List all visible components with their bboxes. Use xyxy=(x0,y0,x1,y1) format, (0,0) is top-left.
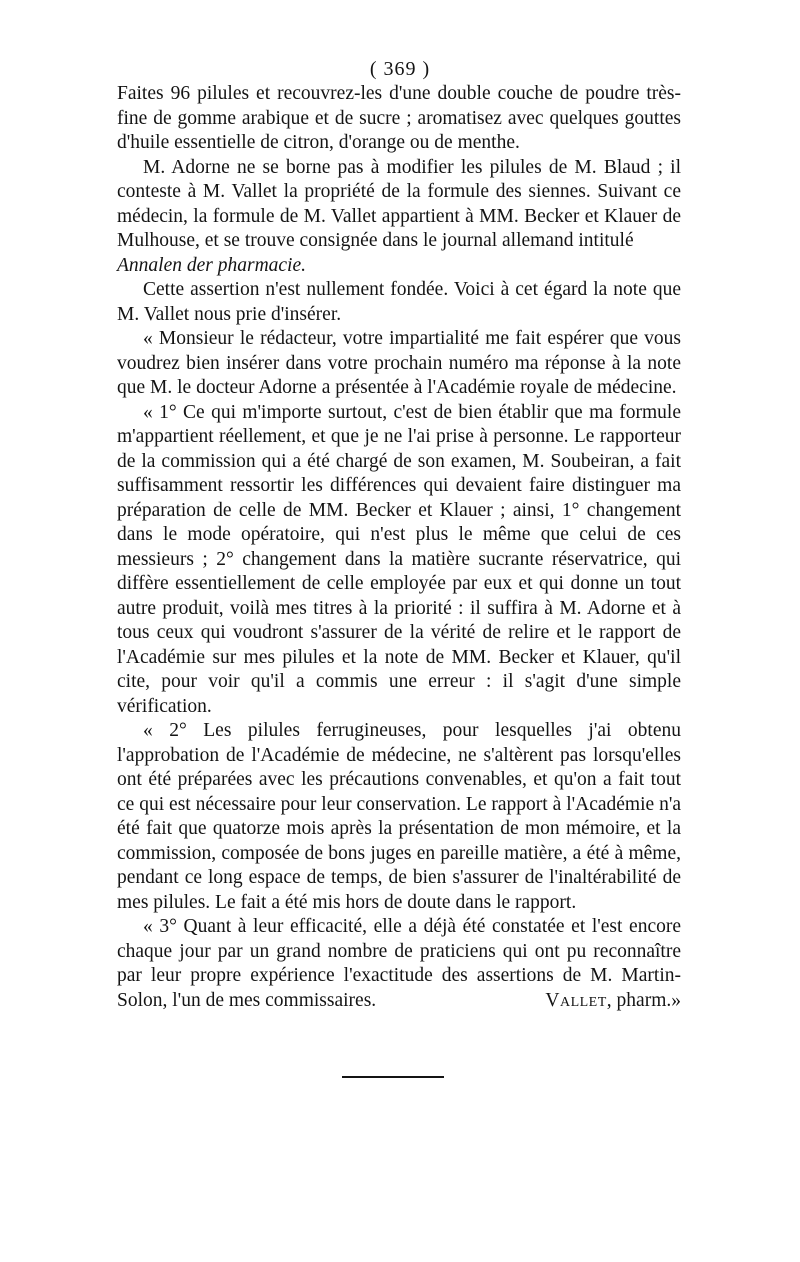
signature xyxy=(519,989,681,1014)
paragraph-recipe: Faites 96 pilules et recouvrez-les d'une double couche de poudre très-fine de gomme arabique et de sucre ; aromatisez avec quelques gouttes d'huile essentielle de citron, d'orange ou de menthe. xyxy=(117,83,681,153)
paragraph-point-three-text: « 3° Quant à leur efficacité, elle a déjà été constatée et l'est encore chaque jour par un grand nombre de praticiens qui ont pu reconnaître par leur propre expérience l'exactitude des assertions de M. Martin-Solon, l'un de mes commissaires. xyxy=(117,916,681,1011)
paragraph-letter-opening: « Monsieur le rédacteur, votre impartialité me fait espérer que vous voudrez bien insérer dans votre prochain numéro ma réponse à la note que M. le docteur Adorne a présentée à l'Académie royale de médecine. xyxy=(117,328,681,398)
paragraph-point-two: « 2° Les pilules ferrugineuses, pour lesquelles j'ai obtenu l'approbation de l'Académie de médecine, ne s'altèrent pas lorsqu'elles ont été préparées avec les précautions convenables, et qu'on a fait tout ce qui est nécessaire pour leur conservation. Le rapport à l'Académie n'a été fait que quatorze mois après la présentation de mon mémoire, et la commission, composée de bons juges en pareille matière, a été à même, pendant ce long espace de temps, de bien s'assurer de l'inaltérabilité de mes pilules. Le fait a été mis hors de doute dans le rapport. xyxy=(117,720,681,913)
page-number: ( 369 ) xyxy=(369,58,431,80)
section-divider xyxy=(342,1076,444,1078)
signature-suffix: , pharm.» xyxy=(606,989,681,1011)
journal-title: Annalen der pharmacie. xyxy=(117,254,307,276)
paragraph-point-one: « 1° Ce qui m'importe surtout, c'est de bien établir que ma formule m'appartient réellement, et que je ne l'ai prise à personne. Le rapporteur de la commission qui a été chargé de son examen, M. Soubeiran, a fait suffisamment ressortir les différences qui devaient faire distinguer ma préparation de celle de MM. Becker et Klauer ; ainsi, 1° changement dans le mode opératoire, qui n'est plus le même que celui de ces messieurs ; 2° changement dans la matière sucrante réservatrice, qui diffère essentiellement de celle employée par eux et qui donne un tout autre produit, voilà mes titres à la priorité : il suffira à M. Adorne et à tous ceux qui voudront s'assurer de la vérité de relire et le rapport de l'Académie sur mes pilules et la note de MM. Becker et Klauer, qu'il cite, pour voir qu'il a commis une erreur : il s'agit d'une simple vérification. xyxy=(117,401,681,717)
paragraph-point-three xyxy=(117,915,681,1013)
signature-name: Vallet xyxy=(545,989,607,1011)
page-body xyxy=(117,82,681,1013)
paragraph-adorne-claim xyxy=(117,156,681,279)
paragraph-adorne-text: M. Adorne ne se borne pas à modifier les pilules de M. Blaud ; il conteste à M. Vallet la propriété de la formule des siennes. Suivant ce médecin, la formule de M. Vallet appartient à MM. Becker et Klauer de Mulhouse, et se trouve consignée dans le journal allemand intitulé xyxy=(117,156,681,251)
paragraph-rebuttal: Cette assertion n'est nullement fondée. Voici à cet égard la note que M. Vallet nous prie d'insérer. xyxy=(117,279,681,325)
